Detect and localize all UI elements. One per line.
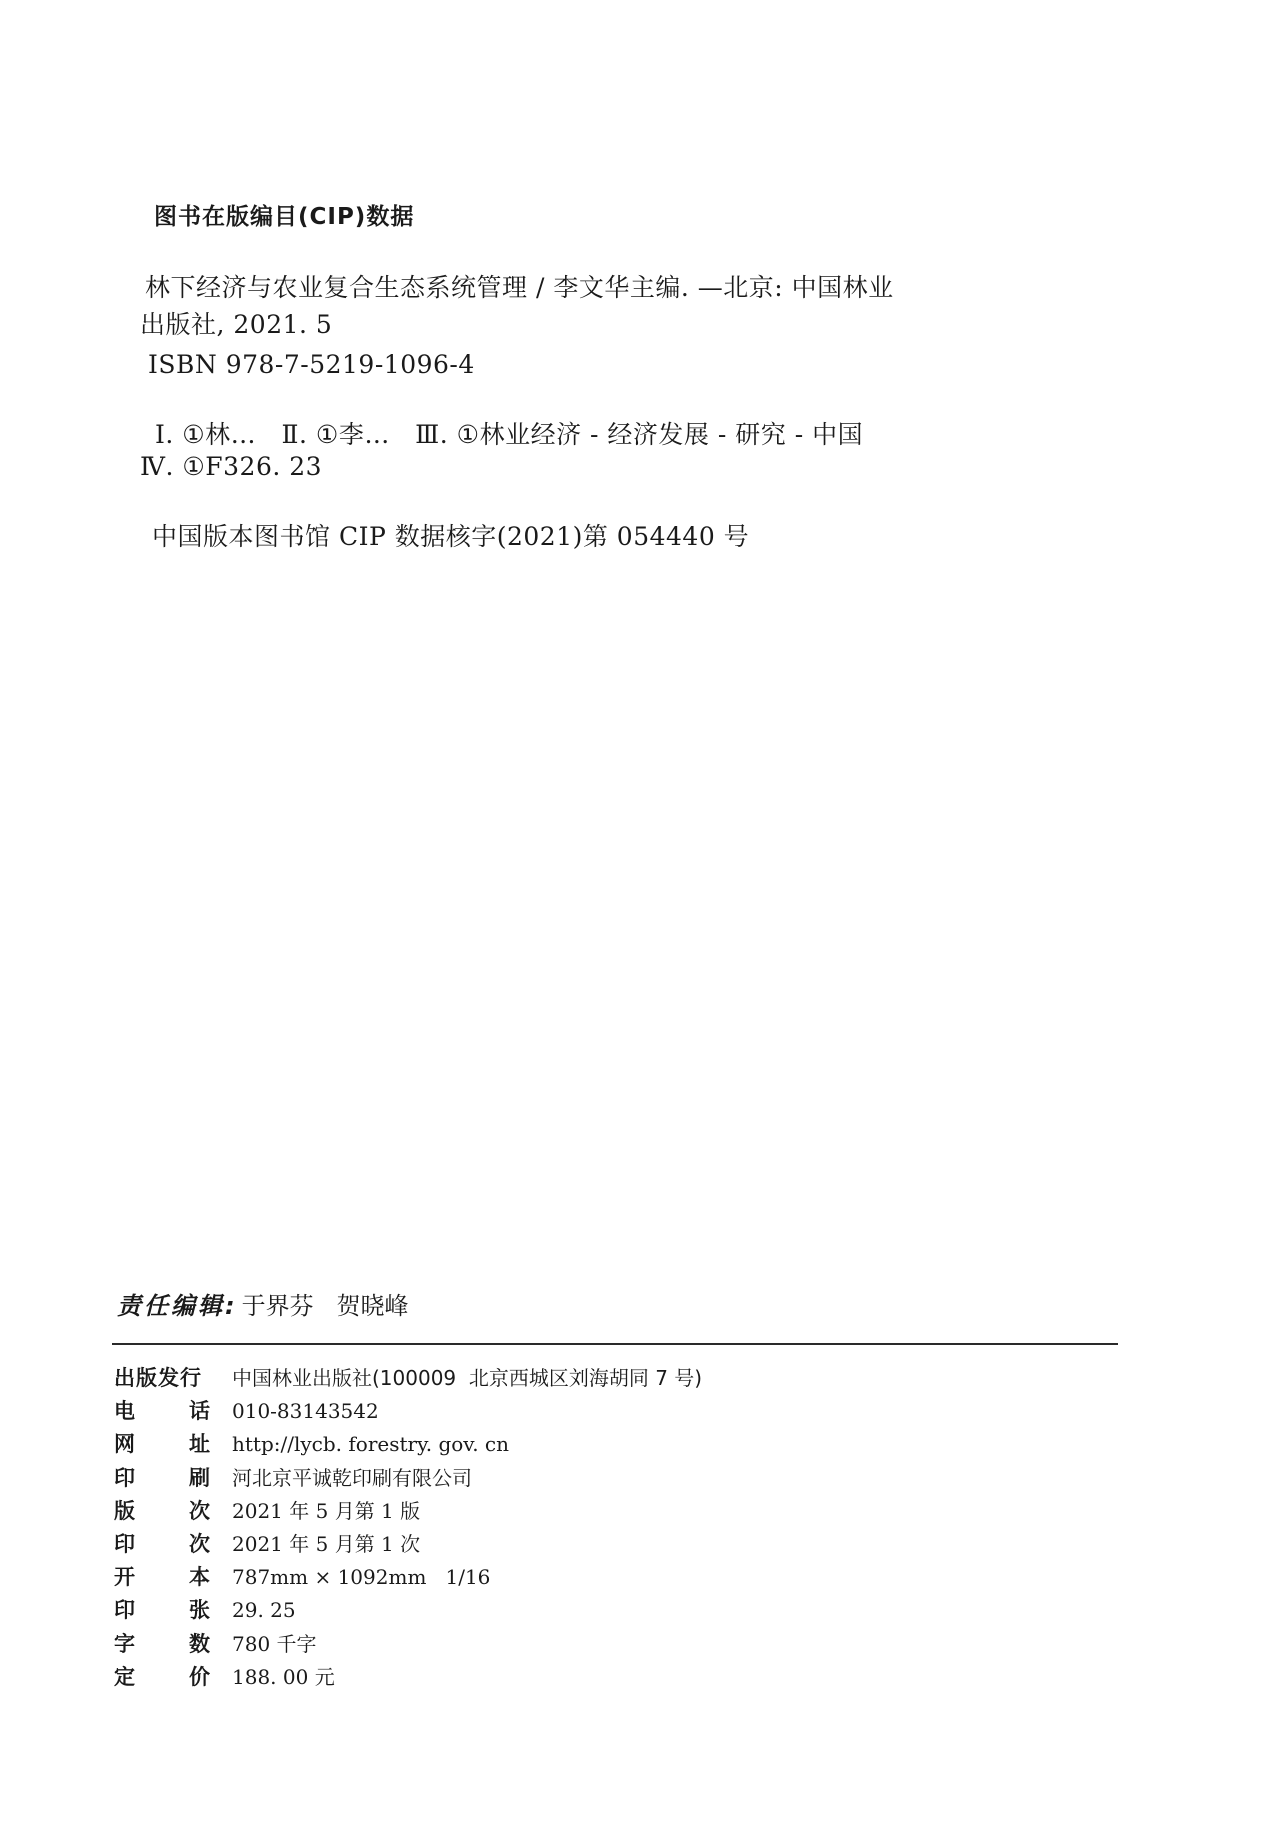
- info-label-edition: 版 次: [114, 1498, 210, 1523]
- info-row-publisher: [114, 1362, 702, 1395]
- divider-rule: [112, 1343, 1118, 1345]
- info-label-printer: 印 刷: [114, 1465, 210, 1490]
- info-row-printing: [114, 1528, 702, 1561]
- info-row-phone: [114, 1395, 702, 1428]
- info-row-website: [114, 1428, 702, 1461]
- info-value-sheets: 29. 25: [232, 1598, 296, 1623]
- info-label-website: 网 址: [114, 1432, 210, 1457]
- info-value-word-count: 780 千字: [232, 1631, 317, 1656]
- info-value-website: http://lycb. forestry. gov. cn: [232, 1432, 510, 1457]
- info-value-printing: 2021 年 5 月第 1 次: [232, 1531, 421, 1556]
- cip-heading: 图书在版编目(CIP)数据: [154, 204, 415, 230]
- cip-isbn: ISBN 978-7-5219-1096-4: [148, 350, 475, 379]
- info-row-price: [114, 1661, 702, 1694]
- info-value-edition: 2021 年 5 月第 1 版: [232, 1498, 421, 1523]
- info-row-edition: [114, 1495, 702, 1528]
- info-label-sheets: 印 张: [114, 1598, 210, 1623]
- cip-cataloging-number: 中国版本图书馆 CIP 数据核字(2021)第 054440 号: [152, 522, 750, 551]
- info-value-publisher: 中国林业出版社(100009 北京西城区刘海胡同 7 号): [232, 1366, 703, 1390]
- cip-classification-line-1: Ⅰ. ①林… Ⅱ. ①李… Ⅲ. ①林业经济 - 经济发展 - 研究 - 中国: [155, 420, 864, 449]
- info-row-format: [114, 1561, 702, 1594]
- editors-label: 责任编辑:: [117, 1292, 238, 1320]
- info-value-format: 787mm × 1092mm 1/16: [232, 1565, 491, 1590]
- info-value-printer: 河北京平诚乾印刷有限公司: [232, 1465, 472, 1490]
- info-value-phone: 010-83143542: [232, 1399, 379, 1424]
- cip-title-line-2: 出版社, 2021. 5: [140, 310, 333, 339]
- publication-info-table: [114, 1362, 702, 1694]
- info-label-publisher: 出版发行: [114, 1366, 202, 1390]
- responsible-editors: [117, 1286, 409, 1321]
- info-label-format: 开 本: [114, 1565, 210, 1590]
- info-label-price: 定 价: [114, 1664, 210, 1689]
- info-row-sheets: [114, 1594, 702, 1627]
- info-value-price: 188. 00 元: [232, 1664, 335, 1689]
- info-row-word-count: [114, 1628, 702, 1661]
- editors-names: 于界芬 贺晓峰: [241, 1292, 409, 1320]
- info-label-word-count: 字 数: [114, 1631, 210, 1656]
- info-label-printing: 印 次: [114, 1531, 210, 1556]
- cip-title-line-1: 林下经济与农业复合生态系统管理 / 李文华主编. —北京: 中国林业: [145, 273, 894, 302]
- info-label-phone: 电 话: [114, 1399, 210, 1424]
- info-row-printer: [114, 1462, 702, 1495]
- cip-classification-line-2: Ⅳ. ①F326. 23: [140, 452, 323, 481]
